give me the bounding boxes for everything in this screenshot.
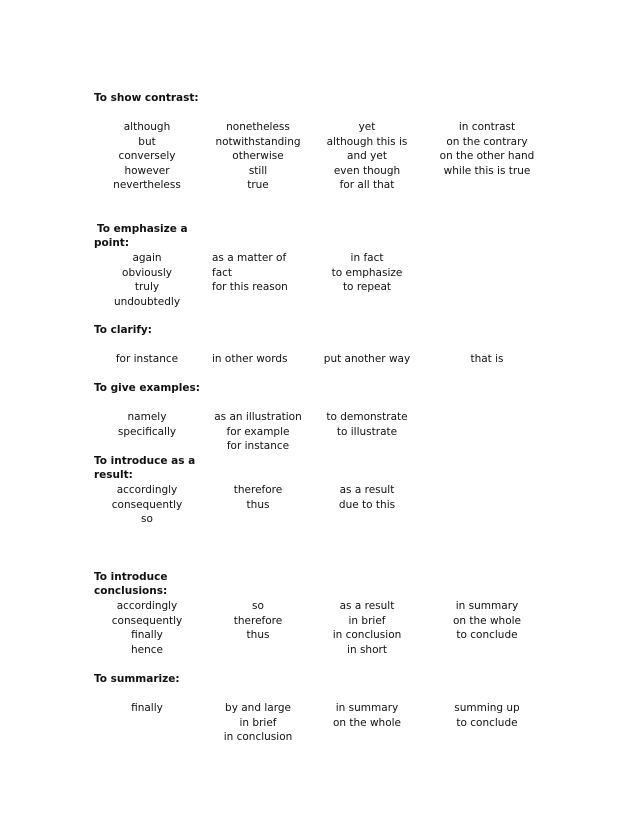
word-item: finally — [131, 702, 163, 714]
word-item: in contrast — [458, 121, 516, 133]
word-item: to demonstrate — [326, 411, 408, 423]
word-item: hence — [130, 643, 163, 656]
word-item: that is — [470, 353, 504, 365]
word-item: on the whole — [332, 716, 402, 729]
word-item: to repeat — [342, 281, 392, 293]
word-item: for this reason — [212, 281, 288, 293]
word-item: for instance — [115, 353, 179, 365]
word-item: namely — [127, 411, 167, 423]
word-item: therefore — [233, 484, 283, 496]
heading-clarify: To clarify: — [94, 324, 152, 336]
word-item: notwithstanding — [215, 135, 301, 148]
heading-emphasize-point-line1: To emphasize a — [97, 223, 188, 235]
word-item: in brief — [348, 614, 386, 627]
word-item: in fact — [350, 252, 384, 264]
contrast-column-3 — [297, 120, 437, 193]
word-item: yet — [358, 121, 376, 133]
heading-summarize: To summarize: — [94, 673, 180, 685]
word-item: even though — [333, 164, 401, 177]
word-item: to emphasize — [331, 266, 403, 279]
heading-show-contrast: To show contrast: — [94, 92, 199, 104]
word-item: consequently — [111, 614, 183, 627]
word-item: in brief — [239, 716, 277, 729]
word-item: in short — [347, 643, 387, 656]
word-item: nonetheless — [226, 121, 290, 133]
word-item: therefore — [233, 614, 283, 627]
word-item: as a result — [339, 600, 395, 612]
conclusions-column-4 — [417, 599, 557, 643]
word-item: true — [247, 179, 269, 191]
emphasize-column-1 — [77, 251, 217, 309]
word-item: in conclusion — [332, 629, 402, 641]
word-item: summing up — [454, 702, 520, 714]
word-item: obviously — [122, 266, 172, 279]
word-item: put another way — [323, 353, 411, 365]
word-item: so — [252, 600, 264, 612]
word-item: as an illustration — [214, 411, 302, 423]
word-item: as a matter of — [212, 252, 287, 264]
clarify-column-4 — [417, 352, 557, 367]
conclusions-column-3 — [297, 599, 437, 657]
word-item: otherwise — [232, 150, 284, 162]
word-item: on the contrary — [446, 135, 528, 148]
word-item: thus — [246, 498, 270, 511]
word-item: by and large — [225, 702, 291, 714]
word-item: to conclude — [456, 629, 518, 641]
result-column-3 — [297, 483, 437, 512]
word-item: as a result — [339, 484, 395, 496]
word-item: although — [123, 121, 171, 133]
word-item: consequently — [111, 498, 183, 511]
clarify-column-3 — [297, 352, 437, 367]
word-item: fact — [212, 266, 233, 279]
contrast-column-4 — [417, 120, 557, 178]
word-item: in conclusion — [223, 731, 293, 743]
word-item: however — [124, 164, 170, 177]
heading-introduce-result-line1: To introduce as a — [94, 455, 196, 467]
heading-introduce-conclusions-line2: conclusions: — [94, 585, 168, 597]
word-item: finally — [131, 629, 163, 641]
heading-give-examples: To give examples: — [94, 382, 200, 394]
word-item: and yet — [347, 150, 387, 162]
heading-introduce-result-line2: result: — [94, 469, 133, 481]
summarize-column-4 — [417, 701, 557, 730]
word-item: still — [248, 164, 268, 177]
word-item: in summary — [455, 600, 519, 612]
word-item: to illustrate — [336, 425, 398, 438]
word-item: while this is true — [443, 164, 531, 177]
word-item: on the whole — [452, 614, 522, 627]
word-item: conversely — [118, 150, 176, 162]
heading-introduce-conclusions-line1: To introduce — [94, 571, 168, 583]
word-item: in other words — [212, 353, 288, 365]
word-item: in summary — [335, 702, 399, 714]
summarize-column-3 — [297, 701, 437, 730]
word-item: accordingly — [116, 484, 178, 496]
heading-emphasize-point-line2: point: — [94, 237, 130, 249]
word-item: thus — [246, 629, 270, 641]
word-item: for example — [226, 425, 290, 438]
clarify-column-1 — [77, 352, 217, 367]
emphasize-column-3 — [297, 251, 437, 295]
word-item: for instance — [226, 440, 290, 452]
word-item: due to this — [338, 498, 396, 511]
word-item: accordingly — [116, 600, 178, 612]
word-item: nevertheless — [113, 179, 181, 191]
word-item: but — [138, 135, 156, 148]
word-item: although this is — [326, 135, 408, 148]
examples-column-3 — [297, 410, 437, 439]
word-item: to conclude — [456, 716, 518, 729]
word-item: so — [141, 513, 153, 525]
word-item: truly — [134, 281, 160, 293]
word-item: undoubtedly — [113, 295, 181, 308]
word-item: for all that — [339, 179, 395, 191]
word-item: specifically — [117, 425, 177, 438]
word-item: again — [132, 252, 162, 264]
word-item: on the other hand — [439, 150, 535, 162]
